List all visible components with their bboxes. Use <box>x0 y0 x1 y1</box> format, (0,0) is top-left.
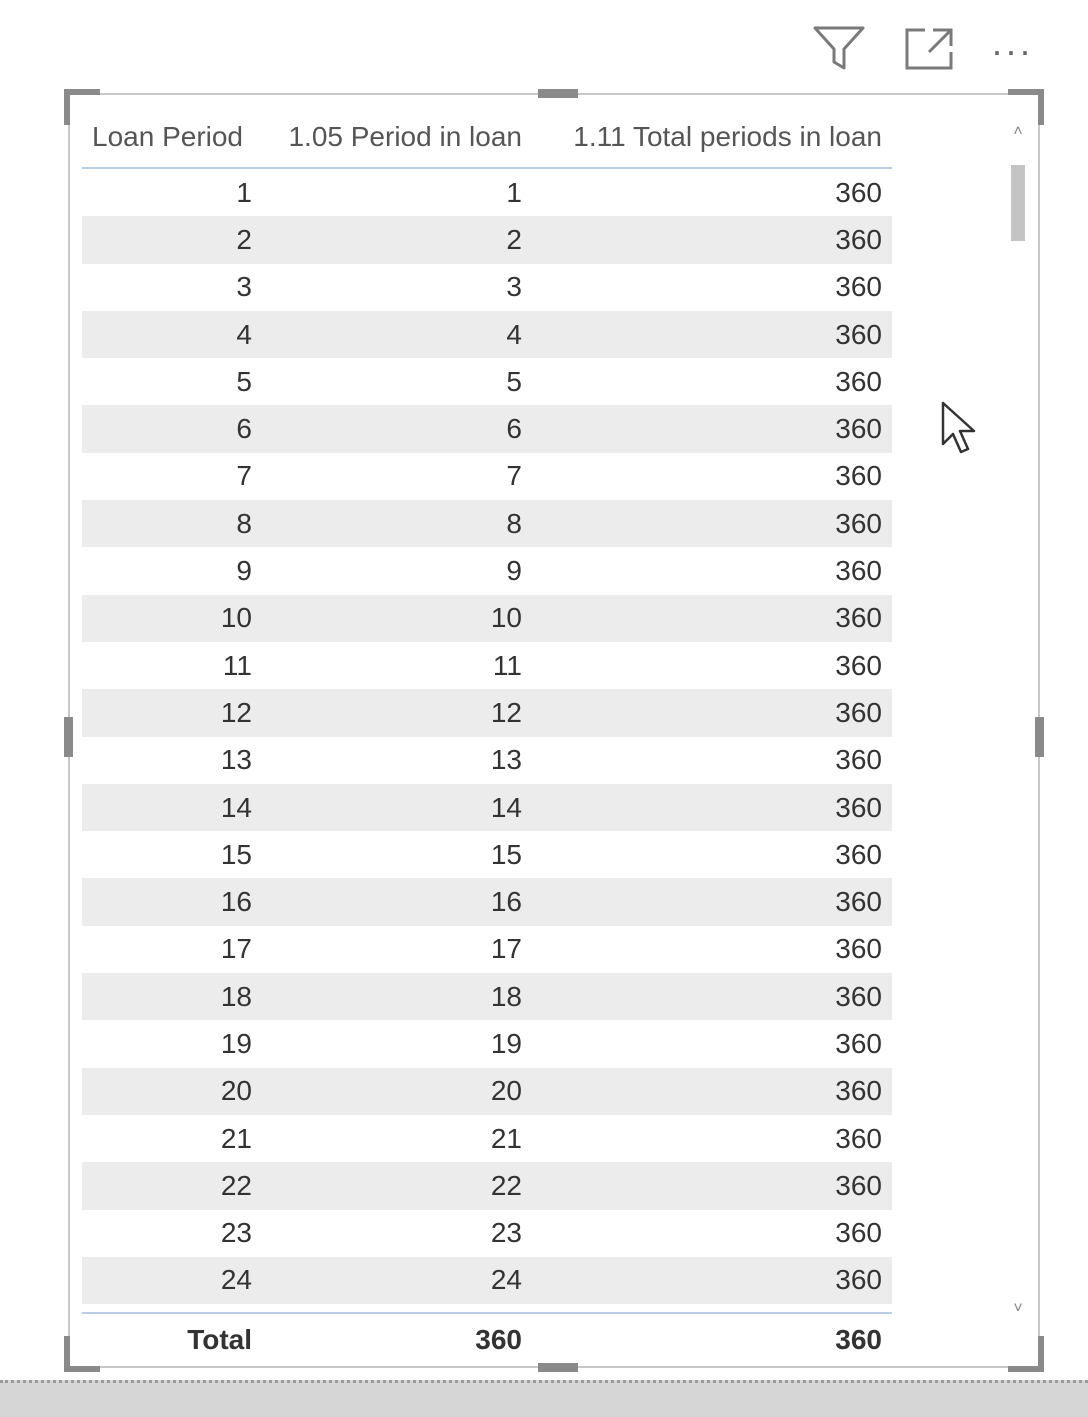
cell-loan-period: 18 <box>220 980 252 1012</box>
cell-loan-period: 12 <box>220 696 252 728</box>
cell-total-periods: 360 <box>835 838 882 870</box>
cell-total-periods: 360 <box>835 318 882 350</box>
cell-loan-period: 5 <box>236 365 252 397</box>
cell-period-in-loan: 16 <box>490 886 522 918</box>
table-row[interactable] <box>82 642 892 689</box>
cell-loan-period: 17 <box>220 933 252 965</box>
vertical-scrollbar[interactable] <box>1008 123 1028 1318</box>
cell-loan-period: 21 <box>220 1122 252 1154</box>
cell-loan-period: 20 <box>220 1075 252 1107</box>
data-table <box>82 107 892 1366</box>
cell-total-periods: 360 <box>835 744 882 776</box>
cell-total-periods: 360 <box>835 555 882 587</box>
cell-loan-period: 4 <box>236 318 252 350</box>
cell-period-in-loan: 6 <box>506 413 522 445</box>
scroll-up-icon[interactable]: ˄ <box>1013 123 1023 140</box>
cell-total-periods: 360 <box>835 460 882 492</box>
table-header-row <box>82 107 892 169</box>
table-row[interactable] <box>82 547 892 594</box>
page-bottom-bar <box>0 1380 1088 1417</box>
table-row[interactable] <box>82 737 892 784</box>
cell-loan-period: 9 <box>236 555 252 587</box>
cell-period-in-loan: 1 <box>506 176 522 208</box>
cell-period-in-loan: 3 <box>506 271 522 303</box>
table-visual[interactable] <box>68 93 1040 1368</box>
more-options-icon[interactable]: ··· <box>991 29 1033 71</box>
cell-loan-period: 11 <box>222 649 252 681</box>
cell-total-periods: 360 <box>835 176 882 208</box>
table-row[interactable] <box>82 453 892 500</box>
cell-period-in-loan: 5 <box>506 365 522 397</box>
table-row[interactable] <box>82 216 892 263</box>
table-row[interactable] <box>82 831 892 878</box>
resize-handle-left[interactable] <box>64 717 73 757</box>
cell-period-in-loan: 14 <box>490 791 522 823</box>
table-row[interactable] <box>82 358 892 405</box>
table-row[interactable] <box>82 784 892 831</box>
table-row[interactable] <box>82 1162 892 1209</box>
cell-period-in-loan: 8 <box>506 507 522 539</box>
cell-loan-period: 16 <box>220 886 252 918</box>
table-row[interactable] <box>82 405 892 452</box>
cell-total-periods: 360 <box>835 271 882 303</box>
cell-loan-period: 22 <box>220 1169 252 1201</box>
table-row[interactable] <box>82 595 892 642</box>
cell-period-in-loan: 13 <box>490 744 522 776</box>
cell-loan-period: 10 <box>220 602 252 634</box>
cell-period-in-loan: 19 <box>490 1027 522 1059</box>
cell-loan-period: 23 <box>220 1217 252 1249</box>
cell-period-in-loan: 12 <box>490 696 522 728</box>
scroll-down-icon[interactable]: ˅ <box>1013 1300 1023 1317</box>
table-row[interactable] <box>82 1068 892 1115</box>
cell-loan-period: 15 <box>220 838 252 870</box>
resize-handle-top[interactable] <box>538 89 578 98</box>
filter-icon[interactable] <box>811 22 867 79</box>
total-period-in-loan: 360 <box>475 1324 522 1356</box>
cell-period-in-loan: 17 <box>490 933 522 965</box>
table-row[interactable] <box>82 500 892 547</box>
visual-header-toolbar <box>811 22 1033 79</box>
table-row[interactable] <box>82 973 892 1020</box>
cell-total-periods: 360 <box>835 933 882 965</box>
cell-loan-period: 7 <box>236 460 252 492</box>
table-row[interactable] <box>82 878 892 925</box>
table-row[interactable] <box>82 169 892 216</box>
table-row[interactable] <box>82 1020 892 1067</box>
cell-total-periods: 360 <box>835 365 882 397</box>
cell-loan-period: 3 <box>236 271 252 303</box>
table-body <box>82 169 892 1304</box>
column-header-total-periods[interactable]: 1.11 Total periods in loan <box>573 121 882 152</box>
cell-period-in-loan: 11 <box>492 649 522 681</box>
cell-loan-period: 8 <box>236 507 252 539</box>
table-row[interactable] <box>82 311 892 358</box>
cell-period-in-loan: 2 <box>506 223 522 255</box>
focus-mode-icon[interactable] <box>903 24 955 77</box>
table-row[interactable] <box>82 1210 892 1257</box>
table-row[interactable] <box>82 1115 892 1162</box>
resize-handle-bottom-right[interactable] <box>1008 1336 1044 1372</box>
resize-handle-top-right[interactable] <box>1008 89 1044 125</box>
total-periods-in-loan: 360 <box>835 1324 882 1356</box>
cell-period-in-loan: 7 <box>506 460 522 492</box>
cell-total-periods: 360 <box>835 1075 882 1107</box>
cell-period-in-loan: 10 <box>490 602 522 634</box>
cell-period-in-loan: 18 <box>490 980 522 1012</box>
cell-period-in-loan: 21 <box>490 1122 522 1154</box>
cell-total-periods: 360 <box>835 1027 882 1059</box>
column-header-period-in-loan[interactable]: 1.05 Period in loan <box>288 121 522 152</box>
total-label: Total <box>187 1324 252 1356</box>
cell-total-periods: 360 <box>835 1264 882 1296</box>
table-total-row <box>82 1312 892 1366</box>
cell-total-periods: 360 <box>835 886 882 918</box>
cell-loan-period: 1 <box>236 176 252 208</box>
cell-total-periods: 360 <box>835 696 882 728</box>
cell-total-periods: 360 <box>835 649 882 681</box>
resize-handle-right[interactable] <box>1035 717 1044 757</box>
cell-total-periods: 360 <box>835 507 882 539</box>
cell-period-in-loan: 9 <box>506 555 522 587</box>
cell-total-periods: 360 <box>835 1217 882 1249</box>
cell-total-periods: 360 <box>835 791 882 823</box>
cell-total-periods: 360 <box>835 1122 882 1154</box>
table-row[interactable] <box>82 264 892 311</box>
cell-period-in-loan: 24 <box>490 1264 522 1296</box>
cell-period-in-loan: 22 <box>490 1169 522 1201</box>
mouse-pointer-icon <box>940 400 978 465</box>
cell-period-in-loan: 4 <box>506 318 522 350</box>
cell-loan-period: 6 <box>236 413 252 445</box>
cell-total-periods: 360 <box>835 413 882 445</box>
cell-loan-period: 2 <box>236 223 252 255</box>
table-row[interactable] <box>82 1257 892 1304</box>
scroll-thumb[interactable] <box>1011 165 1025 241</box>
cell-total-periods: 360 <box>835 602 882 634</box>
column-header-loan-period[interactable]: Loan Period <box>92 121 244 152</box>
cell-period-in-loan: 15 <box>490 838 522 870</box>
cell-period-in-loan: 23 <box>490 1217 522 1249</box>
cell-total-periods: 360 <box>835 223 882 255</box>
cell-loan-period: 19 <box>220 1027 252 1059</box>
cell-total-periods: 360 <box>835 1169 882 1201</box>
cell-period-in-loan: 20 <box>490 1075 522 1107</box>
cell-total-periods: 360 <box>835 980 882 1012</box>
cell-loan-period: 13 <box>220 744 252 776</box>
cell-loan-period: 24 <box>220 1264 252 1296</box>
table-row[interactable] <box>82 689 892 736</box>
cell-loan-period: 14 <box>220 791 252 823</box>
table-row[interactable] <box>82 926 892 973</box>
